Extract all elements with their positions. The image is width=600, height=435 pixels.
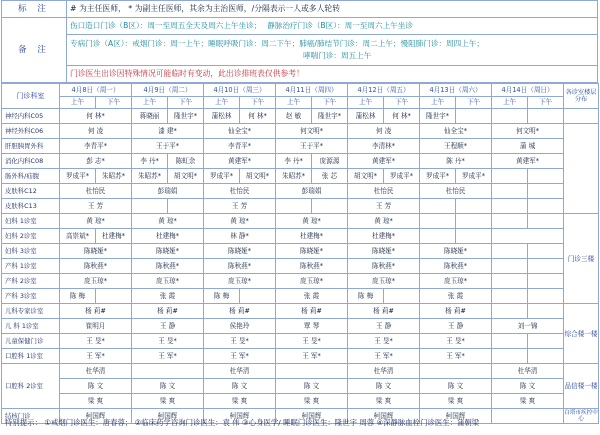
doctor-cell: 陈秋燕*	[204, 259, 276, 274]
doctor-cell: 黄 琼*	[276, 214, 348, 229]
notes-table	[1, 0, 598, 83]
day-header: 4月9日（周二）	[132, 84, 204, 97]
afternoon-header: 下午	[528, 97, 564, 109]
doctor-cell	[492, 169, 528, 184]
doctor-cell: 侯艳玲	[204, 319, 276, 334]
dept-name: 妇科 2诊室	[2, 229, 60, 244]
remark-iv-clinic: 静脉治疗门诊（B区）：周一至周六上午坐诊	[267, 21, 413, 31]
doctor-cell: 陈 文	[60, 379, 132, 394]
doctor-cell: 柯国辉	[348, 409, 420, 424]
doctor-cell	[528, 349, 564, 364]
doctor-cell: 胡文明*	[168, 169, 204, 184]
doctor-cell: 陈虹余	[168, 154, 204, 169]
doctor-cell: 陈晓娅*	[276, 244, 348, 259]
dept-name: 儿童保健门诊	[2, 334, 60, 349]
doctor-cell	[492, 274, 528, 289]
doctor-cell: 朱昭苏*	[132, 169, 168, 184]
doctor-cell	[528, 184, 564, 199]
doctor-cell: 王 芳	[204, 199, 276, 214]
doctor-cell: 陈晓娅*	[204, 244, 276, 259]
doctor-cell: 梁 爽	[276, 394, 348, 409]
doctor-cell: 王 静	[348, 319, 420, 334]
afternoon-header: 下午	[240, 97, 276, 109]
doctor-cell: 王 军*	[420, 349, 492, 364]
dept-name: 产科 1诊室	[2, 259, 60, 274]
doctor-cell: 庞玉琼*	[420, 274, 492, 289]
doctor-cell: 李 丹*	[132, 154, 168, 169]
table-row	[2, 154, 599, 169]
doctor-cell: 梁 爽	[204, 394, 276, 409]
doctor-cell: 陈 文	[492, 379, 564, 394]
dept-name: 皮肤科C12	[2, 184, 60, 199]
remark-row-1	[67, 18, 598, 35]
doctor-cell: 蒲松林	[204, 109, 240, 124]
schedule-grid	[1, 83, 599, 424]
doctor-cell: 梁 爽	[60, 394, 132, 409]
doctor-cell: 彭瑞娟	[276, 184, 348, 199]
doctor-cell	[168, 199, 204, 214]
doctor-cell: 李清林*	[348, 139, 420, 154]
dept-name: 结核门诊	[2, 409, 60, 424]
doctor-cell: 黄建军*	[348, 154, 420, 169]
doctor-cell	[528, 199, 564, 214]
doctor-cell: 张 芯	[312, 169, 348, 184]
doctor-cell: 张 霞	[420, 289, 492, 304]
doctor-cell: 梁 爽	[492, 394, 564, 409]
doctor-cell: 陈秋燕*	[132, 259, 204, 274]
doctor-cell: 隆世宇*	[420, 109, 456, 124]
doctor-cell: 王 旻*	[204, 334, 276, 349]
doctor-cell: 王 旻*	[348, 334, 420, 349]
doctor-cell: 隆世宇*	[312, 109, 348, 124]
doctor-cell: 王程顺*	[420, 139, 492, 154]
doctor-cell	[492, 184, 528, 199]
doctor-cell: 何 林*	[384, 109, 420, 124]
doctor-cell: 陈秋燕*	[60, 259, 132, 274]
doctor-cell: 何 林*	[240, 109, 276, 124]
mark-label: 标 注	[2, 1, 67, 18]
doctor-cell: 黄 琼*	[348, 214, 420, 229]
afternoon-header: 下午	[384, 97, 420, 109]
doctor-cell: 王 静	[132, 319, 204, 334]
doctor-cell: 杨 莉#	[132, 304, 204, 319]
doctor-cell: 李 丹*	[276, 154, 312, 169]
remark-row-2	[67, 35, 598, 66]
doctor-cell	[528, 259, 564, 274]
doctor-cell: 隆世宇*	[168, 109, 204, 124]
doctor-cell: 林 静*	[204, 229, 276, 244]
doctor-cell: 黄 琼*	[132, 214, 204, 229]
doctor-cell	[420, 229, 456, 244]
doctor-cell: 杨 莉#	[276, 304, 348, 319]
doctor-cell: 漆 建*	[132, 124, 204, 139]
day-header: 4月14日（周日）	[492, 84, 564, 97]
doctor-cell: 罗成平*	[384, 169, 420, 184]
doctor-cell	[384, 289, 420, 304]
doctor-cell: 柯国辉	[276, 409, 348, 424]
doctor-cell: 王于平*	[132, 139, 204, 154]
doctor-cell: 陈 梅	[348, 289, 384, 304]
doctor-cell	[528, 244, 564, 259]
doctor-cell: 王 芳	[348, 199, 420, 214]
doctor-cell: 李青平*	[60, 139, 132, 154]
doctor-cell: 王 军*	[204, 349, 276, 364]
doctor-cell: 杜怡民	[204, 184, 276, 199]
doctor-cell: 李青平*	[204, 139, 276, 154]
doctor-cell	[456, 199, 492, 214]
doctor-cell	[528, 214, 564, 229]
day-header: 4月11日（周四）	[276, 84, 348, 97]
doctor-cell: 陈 文	[132, 379, 204, 394]
floor-label: 门诊三楼	[564, 214, 599, 304]
doctor-cell: 黄建军*	[204, 154, 276, 169]
remark-sleep: 睡眠呼吸门诊：周二下午；	[208, 39, 300, 49]
doctor-cell: 何文明*	[492, 124, 564, 139]
doctor-cell	[420, 199, 456, 214]
doctor-cell: 王 旻*	[420, 334, 492, 349]
doctor-cell	[312, 199, 348, 214]
doctor-cell: 庞玉琼*	[276, 274, 348, 289]
doctor-cell	[492, 304, 528, 319]
dept-name: 肝胆胰胃外科	[2, 139, 60, 154]
doctor-cell	[528, 304, 564, 319]
dept-name: 儿科专家诊室	[2, 304, 60, 319]
day-header: 4月10日（周三）	[204, 84, 276, 97]
doctor-cell: 蒲 城	[492, 139, 564, 154]
doctor-cell: 何 凌	[60, 124, 132, 139]
dept-name: 消化内科C08	[2, 154, 60, 169]
doctor-cell: 陈 文	[348, 379, 420, 394]
doctor-cell	[456, 229, 492, 244]
doctor-cell: 陈 梅	[204, 289, 240, 304]
doctor-cell: 庞玉琼*	[348, 274, 420, 289]
dept-name: 神经外科C06	[2, 124, 60, 139]
doctor-cell: 何文明*	[276, 124, 348, 139]
doctor-cell: 王 旻*	[276, 334, 348, 349]
doctor-cell: 胡文明*	[348, 169, 384, 184]
doctor-cell: 蒲松林	[348, 109, 384, 124]
doctor-cell: 罗成平*	[420, 169, 456, 184]
doctor-cell: 黄 琼*	[60, 214, 132, 229]
remark-smoking: 专病门诊（A区）：戒烟门诊：周一上午；	[70, 39, 209, 49]
doctor-cell: 王 芳	[60, 199, 132, 214]
morning-header: 上午	[60, 97, 96, 109]
doctor-cell: 杜华清	[60, 364, 132, 379]
doctor-cell: 杜怡民	[60, 184, 132, 199]
doctor-cell: 王 军*	[60, 349, 132, 364]
doctor-cell: 王 旻*	[132, 334, 204, 349]
doctor-cell: 朱昭苏*	[276, 169, 312, 184]
table-row	[2, 199, 599, 214]
floor-header: 各诊室楼层分布	[564, 84, 599, 109]
doctor-cell: 陈晓娅*	[132, 244, 204, 259]
doctor-cell: 陈晓娅*	[348, 244, 420, 259]
doctor-cell: 柯国辉	[420, 409, 492, 424]
doctor-cell: 梁 爽	[132, 394, 204, 409]
doctor-cell: 仙全宝*	[204, 124, 276, 139]
doctor-cell	[528, 289, 564, 304]
footer-item: ②临床药学咨询门诊医生：袁 伟	[134, 418, 240, 427]
footer-note	[5, 417, 479, 428]
doctor-cell: 柯国辉	[204, 409, 276, 424]
doctor-cell	[528, 274, 564, 289]
floor-label: 综合楼一楼	[564, 304, 599, 364]
remark-copd: 慢阻肺门诊：周四上午；	[400, 39, 485, 49]
table-row	[2, 364, 599, 379]
doctor-cell: 庞玉琼*	[60, 274, 132, 289]
afternoon-header: 下午	[168, 97, 204, 109]
doctor-cell	[492, 244, 528, 259]
doctor-cell	[240, 289, 276, 304]
table-row	[2, 214, 599, 229]
doctor-cell: 王 静	[420, 319, 492, 334]
mark-text: # 为主任医师， * 为副主任医师，其余为主治医师，/分隔表示一人或多人轮转	[67, 1, 598, 18]
morning-header: 上午	[276, 97, 312, 109]
table-row	[2, 229, 599, 244]
dept-name: 妇科 1诊室	[2, 214, 60, 229]
table-row	[2, 334, 599, 349]
doctor-cell: 刘一锦	[492, 319, 564, 334]
morning-header: 上午	[420, 97, 456, 109]
doctor-cell	[96, 289, 132, 304]
dept-name: 产科 3诊室	[2, 289, 60, 304]
afternoon-header: 下午	[96, 97, 132, 109]
doctor-cell	[492, 199, 528, 214]
doctor-cell: 王 军*	[276, 349, 348, 364]
doctor-cell: 赵 敏	[276, 109, 312, 124]
doctor-cell: 杨 莉#	[204, 304, 276, 319]
dept-name: 儿 科 1诊室	[2, 319, 60, 334]
doctor-cell	[456, 214, 492, 229]
dept-name: 口腔科 1诊室	[2, 349, 60, 364]
doctor-cell: 何 凌	[348, 124, 420, 139]
footer-prefix: 特别提示：	[5, 418, 42, 427]
day-header: 4月8日（周一）	[60, 84, 132, 97]
table-row	[2, 139, 599, 154]
doctor-cell	[420, 214, 456, 229]
morning-header: 上午	[132, 97, 168, 109]
doctor-cell: 陈 文	[276, 379, 348, 394]
schedule-page	[1, 0, 598, 435]
doctor-cell: 彭瑞娟	[132, 184, 204, 199]
doctor-cell: 陈晓娅*	[420, 244, 492, 259]
doctor-cell: 陈秋燕*	[276, 259, 348, 274]
doctor-cell	[456, 109, 492, 124]
doctor-cell: 罗成平*	[204, 169, 240, 184]
doctor-cell	[492, 349, 528, 364]
doctor-cell	[420, 364, 492, 379]
table-row	[2, 169, 599, 184]
doctor-cell: 彭 志*	[60, 154, 132, 169]
doctor-cell: 覃 琴	[276, 319, 348, 334]
doctor-cell	[132, 364, 204, 379]
doctor-cell: 梁 爽	[348, 394, 420, 409]
doctor-cell	[276, 364, 348, 379]
doctor-cell: 陈 丹*	[420, 154, 492, 169]
morning-header: 上午	[348, 97, 384, 109]
doctor-cell: 梁 爽	[420, 394, 492, 409]
doctor-cell	[492, 409, 564, 424]
footer-item: ①戒烟门诊医生：唐春蓉；	[44, 418, 133, 427]
doctor-cell	[492, 289, 528, 304]
doctor-cell: 杨 莉#	[60, 304, 132, 319]
dept-name: 产科 2诊室	[2, 274, 60, 289]
doctor-cell: 王 军*	[348, 349, 420, 364]
doctor-cell: 杜华清	[348, 364, 420, 379]
doctor-cell: 陈秋燕*	[348, 259, 420, 274]
doctor-cell: 杜怡民	[348, 184, 420, 199]
doctor-cell: 杜华清	[204, 364, 276, 379]
doctor-cell: 庞源源	[312, 154, 348, 169]
doctor-cell: 庞玉琼*	[132, 274, 204, 289]
dept-name: 口腔科 2诊室	[2, 364, 60, 409]
doctor-cell: 杜华清	[492, 364, 564, 379]
doctor-cell: 张 霞	[132, 289, 204, 304]
footer-item: ④深静脉血栓门诊医生：蒲朝梁	[376, 418, 480, 427]
doctor-cell	[492, 334, 528, 349]
doctor-cell: 柯国辉	[132, 409, 204, 424]
day-header: 4月12日（周五）	[348, 84, 420, 97]
doctor-cell	[132, 199, 168, 214]
table-row	[2, 304, 599, 319]
doctor-cell: 崔明月	[60, 319, 132, 334]
doctor-cell	[528, 334, 564, 349]
dept-header: 门诊科室	[2, 84, 60, 109]
doctor-cell: 杜怡民	[420, 184, 492, 199]
doctor-cell	[528, 169, 564, 184]
table-row	[2, 394, 599, 409]
doctor-cell: 陈秋燕*	[420, 259, 492, 274]
table-row	[2, 244, 599, 259]
grid-body	[2, 84, 599, 424]
table-row	[2, 379, 599, 394]
doctor-cell: 黄 琼*	[204, 214, 276, 229]
doctor-cell: 黄建军*	[492, 154, 564, 169]
table-row	[2, 124, 599, 139]
doctor-cell: 陈 梅	[60, 289, 96, 304]
morning-header: 上午	[492, 97, 528, 109]
ampm-row	[2, 97, 599, 109]
day-header: 4月13日（周六）	[420, 84, 492, 97]
remark-wound-clinic: 伤口造口门诊（B区）：周一至周五全天及周六上午坐诊；	[70, 21, 262, 31]
table-row	[2, 289, 599, 304]
doctor-cell	[492, 259, 528, 274]
doctor-cell: 陈 文	[204, 379, 276, 394]
morning-header: 上午	[204, 97, 240, 109]
dept-name: 妇科 3诊室	[2, 244, 60, 259]
doctor-cell	[276, 199, 312, 214]
table-row	[2, 259, 599, 274]
doctor-cell: 杜建梅*	[132, 229, 204, 244]
table-row	[2, 109, 599, 124]
footer-item: ③心身医学/ 睡眠门诊医生：隆世宇 周蓉	[242, 418, 375, 427]
doctor-cell: 杨 莉#	[420, 304, 492, 319]
doctor-cell: 柯国辉	[60, 409, 132, 424]
doctor-cell: 何 林*	[60, 109, 132, 124]
doctor-cell	[492, 214, 528, 229]
doctor-cell: 杜建梅*	[96, 229, 132, 244]
afternoon-header: 下午	[456, 97, 492, 109]
doctor-cell: 王 旻*	[60, 334, 132, 349]
doctor-cell: 陈 文	[420, 379, 492, 394]
doctor-cell	[492, 109, 528, 124]
doctor-cell	[564, 109, 599, 124]
doctor-cell: 蒋晓丽	[132, 109, 168, 124]
doctor-cell: 杜建梅*	[276, 229, 348, 244]
remark-lung: 肺癌/肺结节门诊：周二上午；	[299, 39, 401, 49]
table-row	[2, 349, 599, 364]
doctor-cell: 庞玉琼*	[204, 274, 276, 289]
doctor-cell: 陈晓娅*	[60, 244, 132, 259]
doctor-cell: 罗成平*	[60, 169, 96, 184]
doctor-cell: 朱昭苏*	[96, 169, 132, 184]
remark-asthma: 哮喘门诊：周五上午	[303, 51, 372, 61]
doctor-cell: 高崇斌*	[60, 229, 96, 244]
remark-warning: 门诊医生出诊因特殊情况可能临时有变动，此出诊排班表仅供参考！	[67, 65, 598, 82]
afternoon-header: 下午	[312, 97, 348, 109]
doctor-cell	[528, 109, 564, 124]
remark-label: 备 注	[2, 18, 67, 83]
floor-label: 品信楼一楼	[564, 364, 599, 409]
floor-label: 白塔市疾控中心	[564, 410, 598, 422]
doctor-cell: 仙全宝*	[420, 124, 492, 139]
doctor-cell: 王于平*	[276, 139, 348, 154]
dept-name: 皮肤科C13	[2, 199, 60, 214]
table-row	[2, 184, 599, 199]
table-row	[2, 319, 599, 334]
doctor-cell: 杨 莉#	[348, 304, 420, 319]
doctor-cell: 张 霞	[276, 289, 348, 304]
doctor-cell: 杜建梅*	[348, 229, 420, 244]
dept-name: 肠外科/疝腹	[2, 169, 60, 184]
table-row	[2, 274, 599, 289]
doctor-cell: 胡文明*	[240, 169, 276, 184]
doctor-cell: 罗成平*	[456, 169, 492, 184]
doctor-cell: 王 军*	[132, 349, 204, 364]
dept-name: 神经内科C05	[2, 109, 60, 124]
